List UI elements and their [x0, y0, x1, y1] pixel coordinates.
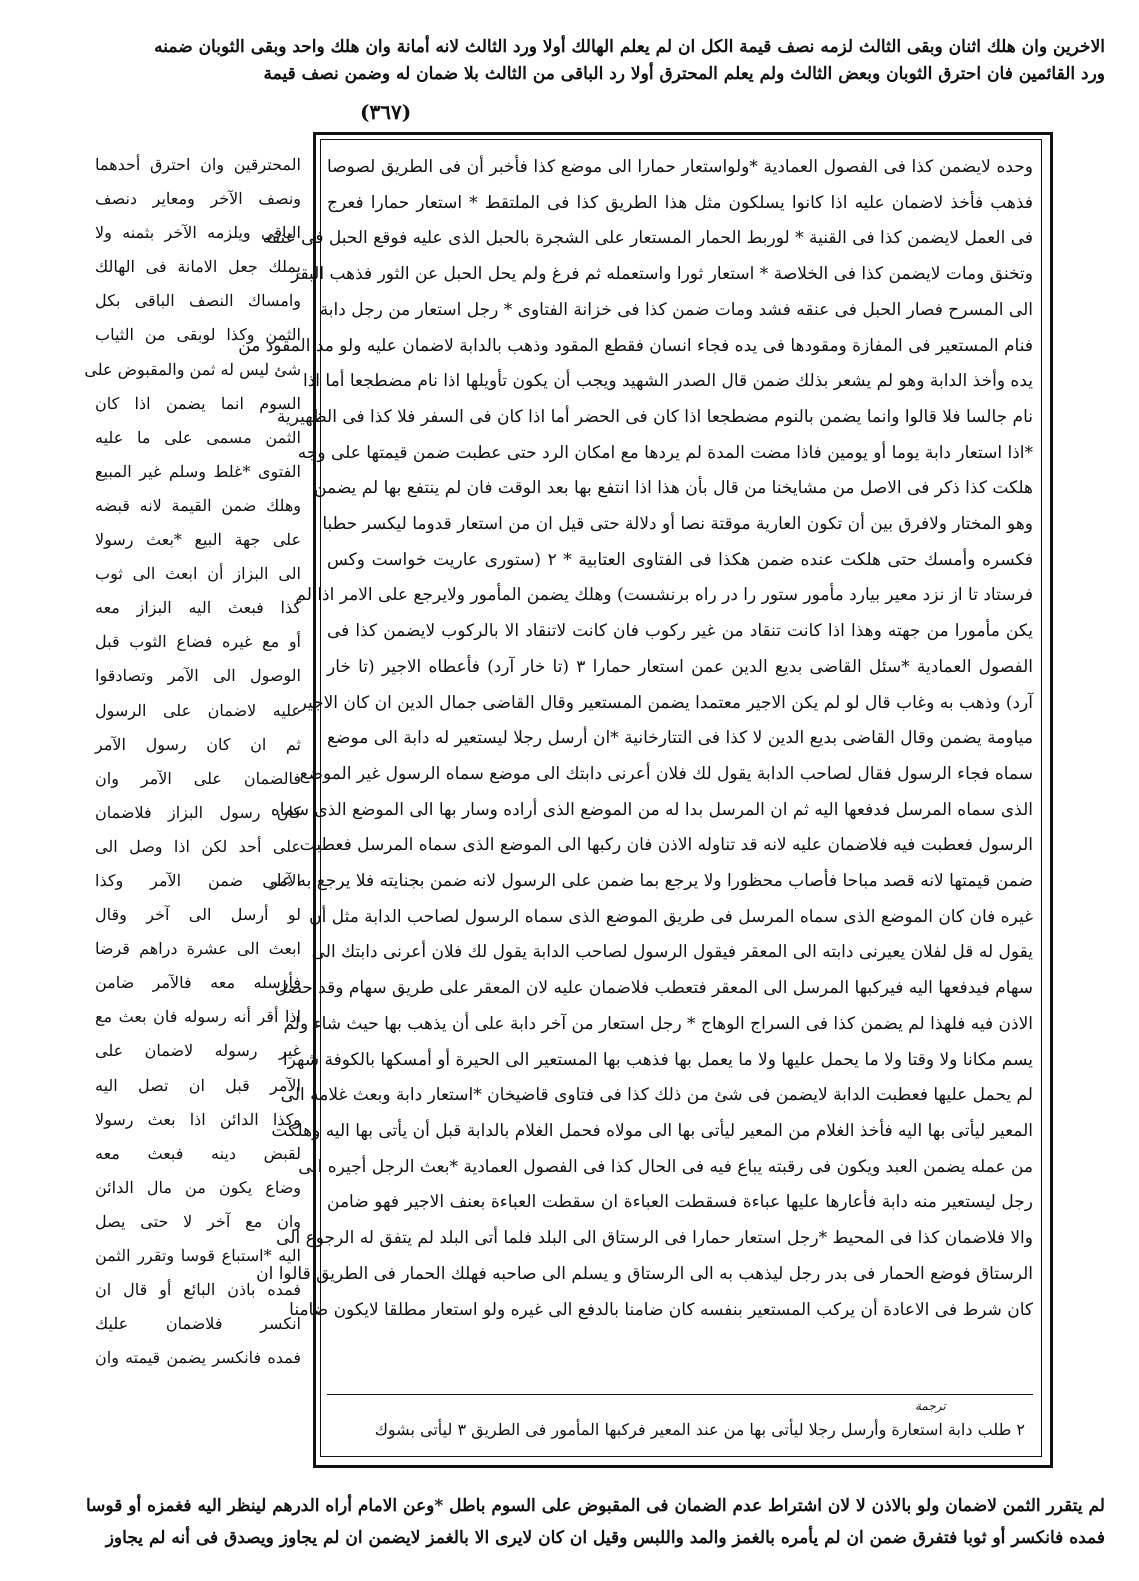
text-line: يده وأخذ الدابة وهو لم يشعر بذلك ضمن قال الصدر الشهيد ويجب أن يكون تأويلها اذا نام مضطجعا أما اذا	[302, 371, 1033, 392]
text-line: فمده فانكسر يضمن قيمته وان	[95, 1348, 301, 1368]
text-line: وهلك ضمن القيمة لانه قبضه	[95, 495, 301, 515]
footnote-text: ٢ طلب دابة استعارة وأرسل رجلا ليأتى بها من عند المعير فركبها المأمور فى الطريق ٣ ليأتى بشوك	[374, 1420, 1025, 1439]
text-line: ونصف الآخر ومعاير دنصف	[95, 189, 301, 209]
text-line: فى العمل لايضمن كذا فى القنية * لوربط الحمار المستعار على الشجرة بالحبل الذى عليه فوقع الحبل فى عنقه	[262, 228, 1033, 249]
top-margin-text	[95, 34, 1105, 88]
text-line: ضمن قيمتها لانه قصد مباحا فأصاب محظورا ولا يرجع بما ضمن على الرسول لانه ضمن بجنايته فلا يرجع به على	[262, 871, 1033, 892]
text-line: الاذن فيه فلهذا لم يضمن كذا فى السراج الوهاج * رجل استعار من آخر دابة على أن يذهب بها حيث شاء ولم	[283, 1013, 1033, 1034]
text-line: فمده باذن البائع أو قال ان	[95, 1280, 301, 1300]
text-line: وكذا الدائن اذا بعث رسولا	[95, 1109, 301, 1129]
text-line: يقول له قل لفلان يعيرنى دابته الى المعقر فيقول الرسول لصاحب الدابة يقول لك فلان أعرنى دابتك الى	[311, 942, 1033, 963]
text-line: مياومة يضمن وقال القاضى بديع الدين لا كذا فى التتارخانية *ان أرسل رجلا ليستعير له دابة الى موضع	[327, 728, 1033, 749]
text-line: يملك جعل الامانة فى الهالك	[95, 257, 301, 277]
text-line: المحترقين وان احترق أحدهما	[95, 155, 301, 174]
text-line: والا فلاضمان كذا فى المحيط *رجل استعار حمارا فى الرستاق الى البلد فلما أتى البلد لم يتفق له الرجوع الى	[276, 1228, 1033, 1249]
text-line: يسم مكانا ولا وقتا ولا ما يحمل عليها ولا ما يعمل بها فذهب بها المستعير الى الحيرة أو أمسكها بالكوفة شهرا	[282, 1049, 1033, 1070]
text-line: انكسر فلاضمان عليك	[95, 1314, 301, 1334]
text-line: سهام فيدفعها اليه فيركبها المرسل الى المعقر فتعطب فلاضمان عليه لان المعقر على طريق سهام وقد حصل	[274, 978, 1033, 999]
text-line: وحده لايضمن كذا فى الفصول العمادية *ولواستعار حمارا الى موضع كذا فأخبر أن فى الطريق لصوصا	[327, 157, 1033, 177]
text-line: هلكت كذا ذكر فى الاصل من مشايخنا من قال بأن هذا اذا انتفع بها بعد الوقت فان لم ينتفع بها لم يضمن	[314, 478, 1033, 499]
bottom-margin-text	[85, 1490, 1105, 1554]
text-line: *اذا استعار دابة يوما أو يومين فاذا مضت المدة لم يردها مع امكان الرد حتى عطبت ضمن قيمتها على وجه	[297, 442, 1033, 463]
side-margin-text	[84, 148, 301, 1375]
text-line: الفتوى *غلط وسلم غير المبيع	[95, 461, 301, 481]
text-line: عليه لاضمان على الرسول	[95, 700, 301, 720]
text-line: الذى سماه المرسل فدفعها اليه ثم ان المرسل بدا له من الموضع الذى أراده وسار بها الى الموضع الذى سماه	[270, 799, 1033, 820]
text-line: الآمر ضمن الآمر وكذا	[95, 870, 301, 890]
text-line: الفصول العمادية *سئل القاضى بديع الدين عمن استعار حمارا ٣ (تا خار آرد) فأعطاه الاجير (تا خار	[327, 656, 1033, 677]
text-line: على جهة البيع *بعث رسولا	[95, 530, 301, 550]
text-line: غيره فان كان الموضع الذى سماه المرسل فى طريق الموضع الذى سماه الرسول لصاحب الدابة مثل أن	[309, 906, 1033, 927]
text-line: سماه فجاء الرسول فقال لصاحب الدابة يقول لك فلان أعرنى دابتك الى موضع سماه الرسول غير الموضع	[299, 763, 1033, 784]
text-line: لم يتقرر الثمن لاضمان ولو بالاذن لا لان اشتراط عدم الضمان فى المقبوض على السوم باطل *وعن الامام أراه الدرهم لينظر اليه فغمزه أو قوسا	[85, 1496, 1105, 1516]
text-line: لقبض دينه فبعث معه	[95, 1143, 301, 1163]
text-line: أو مع غيره فضاع الثوب قبل	[95, 632, 301, 652]
text-line: كذا فبعث اليه البزاز معه	[95, 598, 301, 618]
text-line: يكن مأمورا من جهته وهذا اذا كانت تنقاد من غير ركوب فان كانت لاتنقاد الا بالركوب لايضمن كذا فى	[327, 621, 1033, 642]
text-line: الثمن مسمى على ما عليه	[95, 427, 301, 447]
text-line: ورد القائمين فان احترق الثوبان وبعض الثالث ولم يعلم المحترق أولا رد الباقى من الثالث بلا ضمان له وضمن نصف قيمة	[263, 64, 1105, 84]
text-line: وامساك النصف الباقى بكل	[95, 291, 301, 311]
text-line: غير رسوله لاضمان على	[95, 1041, 301, 1061]
text-line: فذهب فأخذ لاضمان عليه اذا كانوا يسلكون مثل هذا الطريق كذا فى الملتقط * استعار حمارا فعرج	[327, 192, 1033, 213]
text-line: وهو المختار ولافرق بين أن تكون العارية موقتة نصا أو دلالة حتى قيل ان من استعار قدوما ليكسر حطبا	[322, 514, 1033, 535]
text-line: الوصول الى الآمر وتصادقوا	[95, 666, 301, 686]
text-line: وضاع يكون من مال الدائن	[95, 1177, 301, 1197]
text-line: نام جالسا فلا قالوا وانما يضمن بالنوم مضطجعا اذا كان فى الحضر أما اذا كان فى السفر فلا كذا فى الظهيرية	[276, 406, 1033, 427]
text-line: الاخرين وان هلك اثنان وبقى الثالث لزمه نصف قيمة الكل ان لم يعلم الهالك أولا ورد الثالث لانه أمانة وان هلك واحد وبقى الثوبان ضمنه	[154, 37, 1105, 57]
text-line: الرسول فعطبت فيه فلاضمان عليه لانه قد تناوله الاذن فان ركبها الى الموضع الذى سماه المرسل فعطبت	[299, 835, 1033, 856]
text-line: فرستاد تا از نزد معير بيارد مأمور ستور را در راه برنشست) وهلك يضمن المأمور ولايرجع على الامر اذا لم	[295, 585, 1033, 606]
text-line: فالضمان على الآمر وان	[95, 768, 301, 788]
text-line: كان شرط فى الاعادة أن يركب المستعير بنفسه كان ضامنا بالدفع الى غيره ولو استعار مطلقا لايكون ضامنا	[289, 1299, 1033, 1320]
text-line: اليه *استباع قوسا وتقرر الثمن	[95, 1246, 301, 1265]
text-line: رجل ليستعير منه دابة فأعارها عليها عباءة فسقطت العباءة ان سقطت العباءة بعنف الاجير فهو ضامن	[327, 1192, 1033, 1213]
text-line: الى البزاز أن ابعث الى ثوب	[95, 564, 301, 584]
footnote-divider	[327, 1394, 1033, 1395]
text-line: الرستاق فوضع الحمار فى بدر رجل ليذهب به الى الرستاق و يسلم الى صاحبه فهلك الحمار فى الطريق قالوا ان	[256, 1263, 1033, 1284]
text-line: فأرسله معه فالآمر ضامن	[95, 973, 301, 993]
text-line: فكسره وأمسك حتى هلكت عنده ضمن هكذا فى الفتاوى العتابية * ٢ (ستورى عاريت خواست وكس	[327, 549, 1033, 570]
text-line: كان رسول البزاز فلاضمان	[95, 802, 301, 822]
text-line: المعير ليأتى بها اليه فأخذ الغلام من المعير ليأتى بها الى مولاه فحمل الغلام بالدابة قبل أن يأتى بها اليه وهلكت	[271, 1120, 1033, 1141]
text-line: الى المسرح فصار الحبل فى عنقه فشد ومات ضمن كذا فى خزانة الفتاوى * رجل استعار من رجل دابة	[319, 299, 1033, 320]
text-line: على أحد لكن اذا وصل الى	[95, 836, 301, 856]
text-line: الآمر قبل ان تصل اليه	[95, 1075, 301, 1095]
text-line: وان مع آخر لا حتى يصل	[95, 1211, 301, 1231]
text-line: آرد) وذهب به وغاب قال لو لم يكن الاجير معتمدا يضمن المستعير وقال القاضى جمال الدين ان كان الاجير	[298, 692, 1033, 713]
text-line: السوم انما يضمن اذا كان	[95, 393, 301, 413]
text-line: من عمله يضمن العبد ويكون فى رقبته يباع فيه فى الحال كذا فى الفصول العمادية *بعث الرجل أجيره الى	[298, 1156, 1033, 1177]
text-line: فمده فانكسر أو ثوبا فتفرق ضمن ان لم يأمره بالغمز والمد واللبس وقيل ان كان لايرى الا بالغمز لايضمن ان لم يجاوز ويصدق فى أنه لم يجاوز	[105, 1528, 1105, 1548]
text-line: الثمن وكذا لوبقى من الثياب	[95, 325, 301, 345]
text-line: فنام المستعير فى المفازة ومقودها فى يده فجاء انسان فقطع المقود وذهب بالدابة لاضمان عليه ولو مد المقود من	[238, 335, 1033, 356]
text-line: شئ ليس له ثمن والمقبوض على	[84, 359, 301, 379]
page-number: (٣٦٧)	[360, 100, 412, 124]
text-line: وتخنق ومات لايضمن كذا فى الخلاصة * استعار ثورا واستعمله ثم فرغ ولم يحل الحبل عن الثور فذهب البقر	[291, 264, 1033, 285]
text-line: ثم ان كان رسول الآمر	[95, 734, 301, 754]
text-line: الباقى ويلزمه الآخر بثمنه ولا	[95, 223, 301, 243]
text-line: لم يحمل عليها فعطبت الدابة لايضمن فى شئ من ذلك كذا فى فتاوى قاضيخان *استعار دابة وبعث غلامه الى	[280, 1085, 1033, 1106]
text-line: ابعث الى عشرة دراهم قرضا	[95, 939, 301, 959]
text-line: لو أرسل الى آخر وقال	[95, 905, 301, 925]
main-text-body	[238, 150, 1033, 1328]
text-line: اذا أقر أنه رسوله فان بعث مع	[95, 1007, 301, 1027]
footnote-title: ترجمة	[915, 1399, 946, 1413]
